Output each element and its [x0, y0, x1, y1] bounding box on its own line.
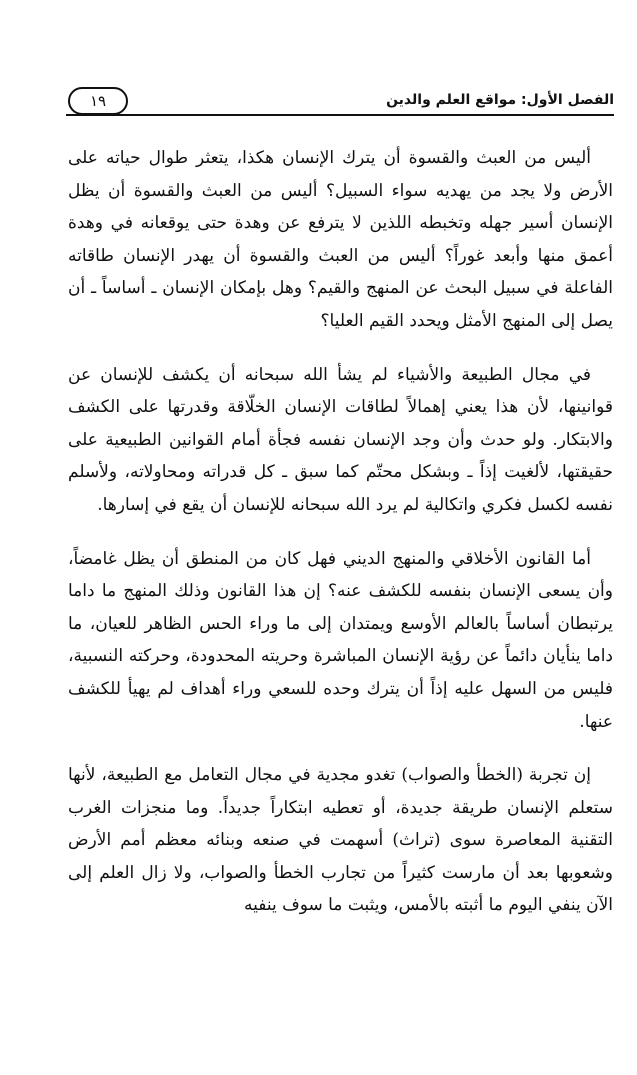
paragraph-3: أما القانون الأخلاقي والمنهج الديني فهل كان من المنطق أن يظل غامضاً، وأن يسعى الإنسان بنفسه للكشف عنه؟ إن هذا القانون وذلك المنهج ما داما يرتبطان أساساً بالعالم الأوسع ويمتدان إلى ما وراء الحس الظاهر للعيان، ما داما ينأيان دائماً عن رؤية الإنسان المباشرة وحريته المحدودة، وحركته النسبية، فليس من السهل عليه إذاً أن يترك وحده للسعي وراء أهداف لم يهيأ للكشف عنها.: [68, 548, 613, 732]
running-header: [66, 84, 614, 118]
paragraph-2: في مجال الطبيعة والأشياء لم يشأ الله سبحانه أن يكشف للإنسان عن قوانينها، لأن هذا يعني إهمالاً لطاقات الإنسان الخلّاقة وقدرتها على الكشف والابتكار. ولو حدث وأن وجد الإنسان نفسه فجأة أمام القوانين الطبيعية على حقيقتها، لألغيت إذاً ـ وبشكل محتّم كما سبق ـ كل قدراته ومحاولاته، ولأسلم نفسه لكسل فكري واتكالية لم يرد الله سبحانه للإنسان أن يقع في إسارها.: [68, 364, 613, 515]
chapter-title: الفصل الأول: مواقع العلم والدين: [386, 92, 614, 108]
body-text: [68, 142, 613, 943]
paragraph-1: أليس من العبث والقسوة أن يترك الإنسان هكذا، يتعثر طوال حياته على الأرض ولا يجد من يهديه سواء السبيل؟ أليس من العبث والقسوة أن يظل الإنسان أسير جهله وتخبطه اللذين لا يترفع عن وهدة حتى يوقعانه في وهدة أعمق منها وأبعد غوراً؟ أليس من العبث والقسوة أن يهدر الإنسان طاقاته الفاعلة في سبيل البحث عن المنهج والقيم؟ وهل بإمكان الإنسان ـ أساساً ـ أن يصل إلى المنهج الأمثل ويحدد القيم العليا؟: [68, 148, 613, 331]
header-rule: [66, 114, 614, 116]
page-number: ١٩: [68, 87, 128, 115]
paragraph-4: إن تجربة (الخطأ والصواب) تغدو مجدية في مجال التعامل مع الطبيعة، لأنها ستعلم الإنسان طريقة جديدة، أو تعطيه ابتكاراً جديداً. وما منجزات الغرب التقنية المعاصرة سوى (تراث) أسهمت في صنعه وبنائه معظم أمم الأرض وشعوبها بعد أن مارست كثيراً من تجارب الخطأ والصواب، ولا زال العلم إلى الآن ينفي اليوم ما أثبته بالأمس، ويثبت ما سوف ينفيه: [68, 765, 613, 916]
